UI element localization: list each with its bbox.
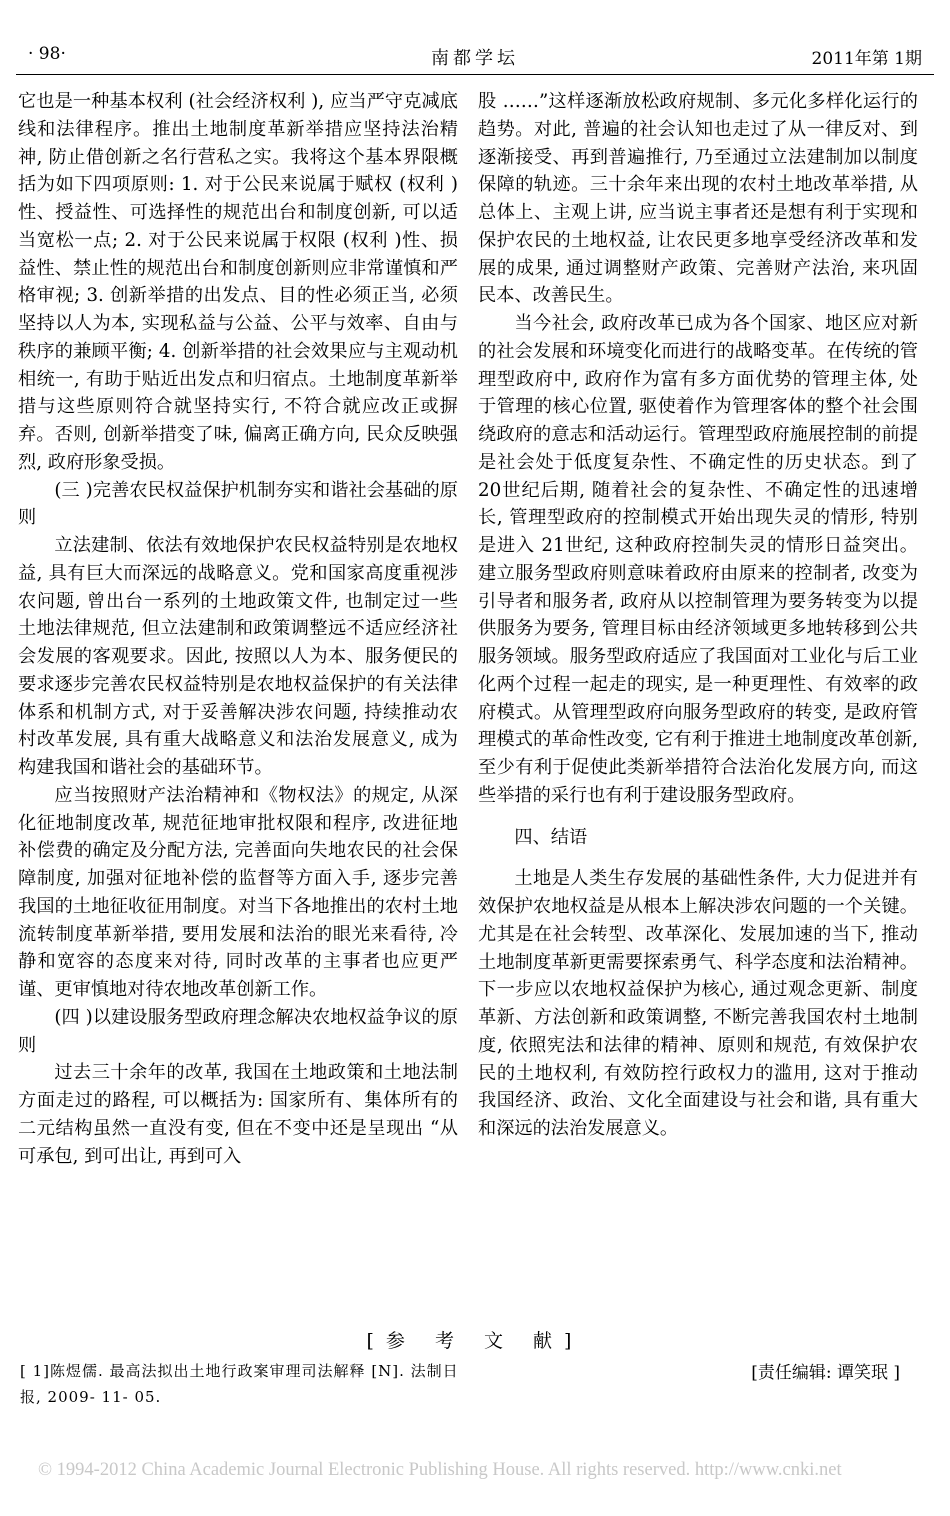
paragraph: 应当按照财产法治精神和《物权法》的规定, 从深化征地制度改革, 规范征地审批权限和程序, 改进征地补偿费的确定及分配方法, 完善面向失地农民的社会保障制度, 加强对征地补偿的监督等方面入手, 逐步完善我国的土地征收征用制度。对当下各地推出的农村土地流转制度革新举措, 要用发展和法治的眼光来看待, 冷静和宽容的态度来对待, 同时改革的主事者也应更严谨、更审慎地对待农地改革创新工作。 — [18, 784, 458, 1000]
journal-title: 南都学坛 — [431, 48, 519, 69]
paragraph: 土地是人类生存发展的基础性条件, 大力促进并有效保护农地权益是从根本上解决涉农问题的一个关键。尤其是在社会转型、改革深化、发展加速的当下, 推动土地制度革新更需要探索勇气、科学态度和法治精神。下一步应以农地权益保护为核心, 通过观念更新、制度革新、方法创新和政策调整, 不断完善我国农村土地制度, 依照宪法和法律的精神、原则和规范, 有效保护农民的土地权利, 有效防控行政权力的滥用, 这对于推动我国经济、政治、文化全面建设与社会和谐, 具有重大和深远的法治发展意义。 — [478, 868, 918, 1139]
left-column — [18, 88, 458, 1170]
reference-item: [ 1]陈煜儒. 最高法拟出土地行政案审理司法解释 [N]. 法制日报, 2009- 11- 05. — [20, 1362, 459, 1406]
section-heading-conclusion: 四、结语 — [514, 826, 588, 848]
copyright-footer: © 1994-2012 China Academic Journal Electronic Publishing House. All rights reserved. http://www.cnki.net — [38, 1460, 842, 1480]
header-rule — [16, 74, 934, 75]
paragraph: 它也是一种基本权利 (社会经济权利 ), 应当严守克减底线和法律程序。推出土地制度革新举措应坚持法治精神, 防止借创新之名行营私之实。我将这个基本界限概括为如下四项原则: 1. 对于公民来说属于赋权 (权利 ) 性、授益性、可选择性的规范出台和制度创新, 可以适当宽松一点; 2. 对于公民来说属于权限 (权利 )性、损益性、禁止性的规范出台和制度创新则应非常谨慎和严格审视; 3. 创新举措的出发点、目的性必须正当, 必须坚持以人为本, 实现私益与公益、公平与效率、自由与秩序的兼顾平衡; 4. 创新举措的社会效果应与主观动机相统一, 有助于贴近出发点和归宿点。土地制度革新举措与这些原则符合就坚持实行, 不符合就应改正或摒弃。否则, 创新举措变了味, 偏离正确方向, 民众反映强烈, 政府形象受损。 — [18, 91, 458, 473]
issue-label: 2011年第 1期 — [811, 49, 922, 69]
right-column — [478, 88, 918, 1143]
paragraph: 股 ……”这样逐渐放松政府规制、多元化多样化运行的趋势。对此, 普遍的社会认知也走过了从一律反对、到逐渐接受、再到普遍推行, 乃至通过立法建制加以制度保障的轨迹。三十余年来出现的农村土地改革举措, 从总体上、主观上讲, 应当说主事者还是想有利于实现和保护农民的土地权益, 让农民更多地享受经济改革和发展的成果, 通过调整财产政策、完善财产法治, 来巩固民本、改善民生。 — [478, 91, 918, 307]
page-number: · 98· — [28, 44, 66, 64]
references-title: [参 考 文 献] — [366, 1330, 584, 1352]
paragraph: 立法建制、依法有效地保护农民权益特别是农地权益, 具有巨大而深远的战略意义。党和国家高度重视涉农问题, 曾出台一系列的土地政策文件, 也制定过一些土地法律规范, 但立法建制和政策调整远不适应经济社会发展的客观要求。因此, 按照以人为本、服务便民的要求逐步完善农民权益特别是农地权益保护的有关法律体系和机制方式, 对于妥善解决涉农问题, 持续推动农村改革发展, 具有重大战略意义和法治发展意义, 成为构建我国和谐社会的基础环节。 — [18, 535, 458, 778]
paragraph: 过去三十余年的改革, 我国在土地政策和土地法制方面走过的路程, 可以概括为: 国家所有、集体所有的二元结构虽然一直没有变, 但在不变中还是呈现出 “从可承包, 到可出让, 再到可入 — [18, 1062, 458, 1167]
paragraph: 当今社会, 政府改革已成为各个国家、地区应对新的社会发展和环境变化而进行的战略变革。在传统的管理型政府中, 政府作为富有多方面优势的管理主体, 处于管理的核心位置, 驱使着作为管理客体的整个社会围绕政府的意志和活动运行。管理型政府施展控制的前提是社会处于低度复杂性、不确定性的历史状态。到了 20世纪后期, 随着社会的复杂性、不确定性的迅速增长, 管理型政府的控制模式开始出现失灵的情形, 特别是进入 21世纪, 这种政府控制失灵的情形日益突出。建立服务型政府则意味着政府由原来的控制者, 改变为引导者和服务者, 政府从以控制管理为要务转变为以提供服务为要务, 管理目标由经济领域更多地转移到公共服务领域。服务型政府适应了我国面对工业化与后工业化两个过程一起走的现实, 是一种更理性、有效率的政府模式。从管理型政府向服务型政府的转变, 是政府管理模式的革命性改变, 它有利于推进土地制度改革创新, 至少有利于促使此类新举措符合法治化发展方向, 而这些举措的采行也有利于建设服务型政府。 — [478, 313, 918, 806]
page-header — [0, 0, 950, 68]
responsible-editor: [责任编辑: 谭笑珉 ] — [751, 1363, 900, 1383]
subsection-heading-3: (三 )完善农民权益保护机制夯实和谐社会基础的原则 — [18, 479, 458, 529]
subsection-heading-4: (四 )以建设服务型政府理念解决农地权益争议的原则 — [18, 1006, 458, 1056]
